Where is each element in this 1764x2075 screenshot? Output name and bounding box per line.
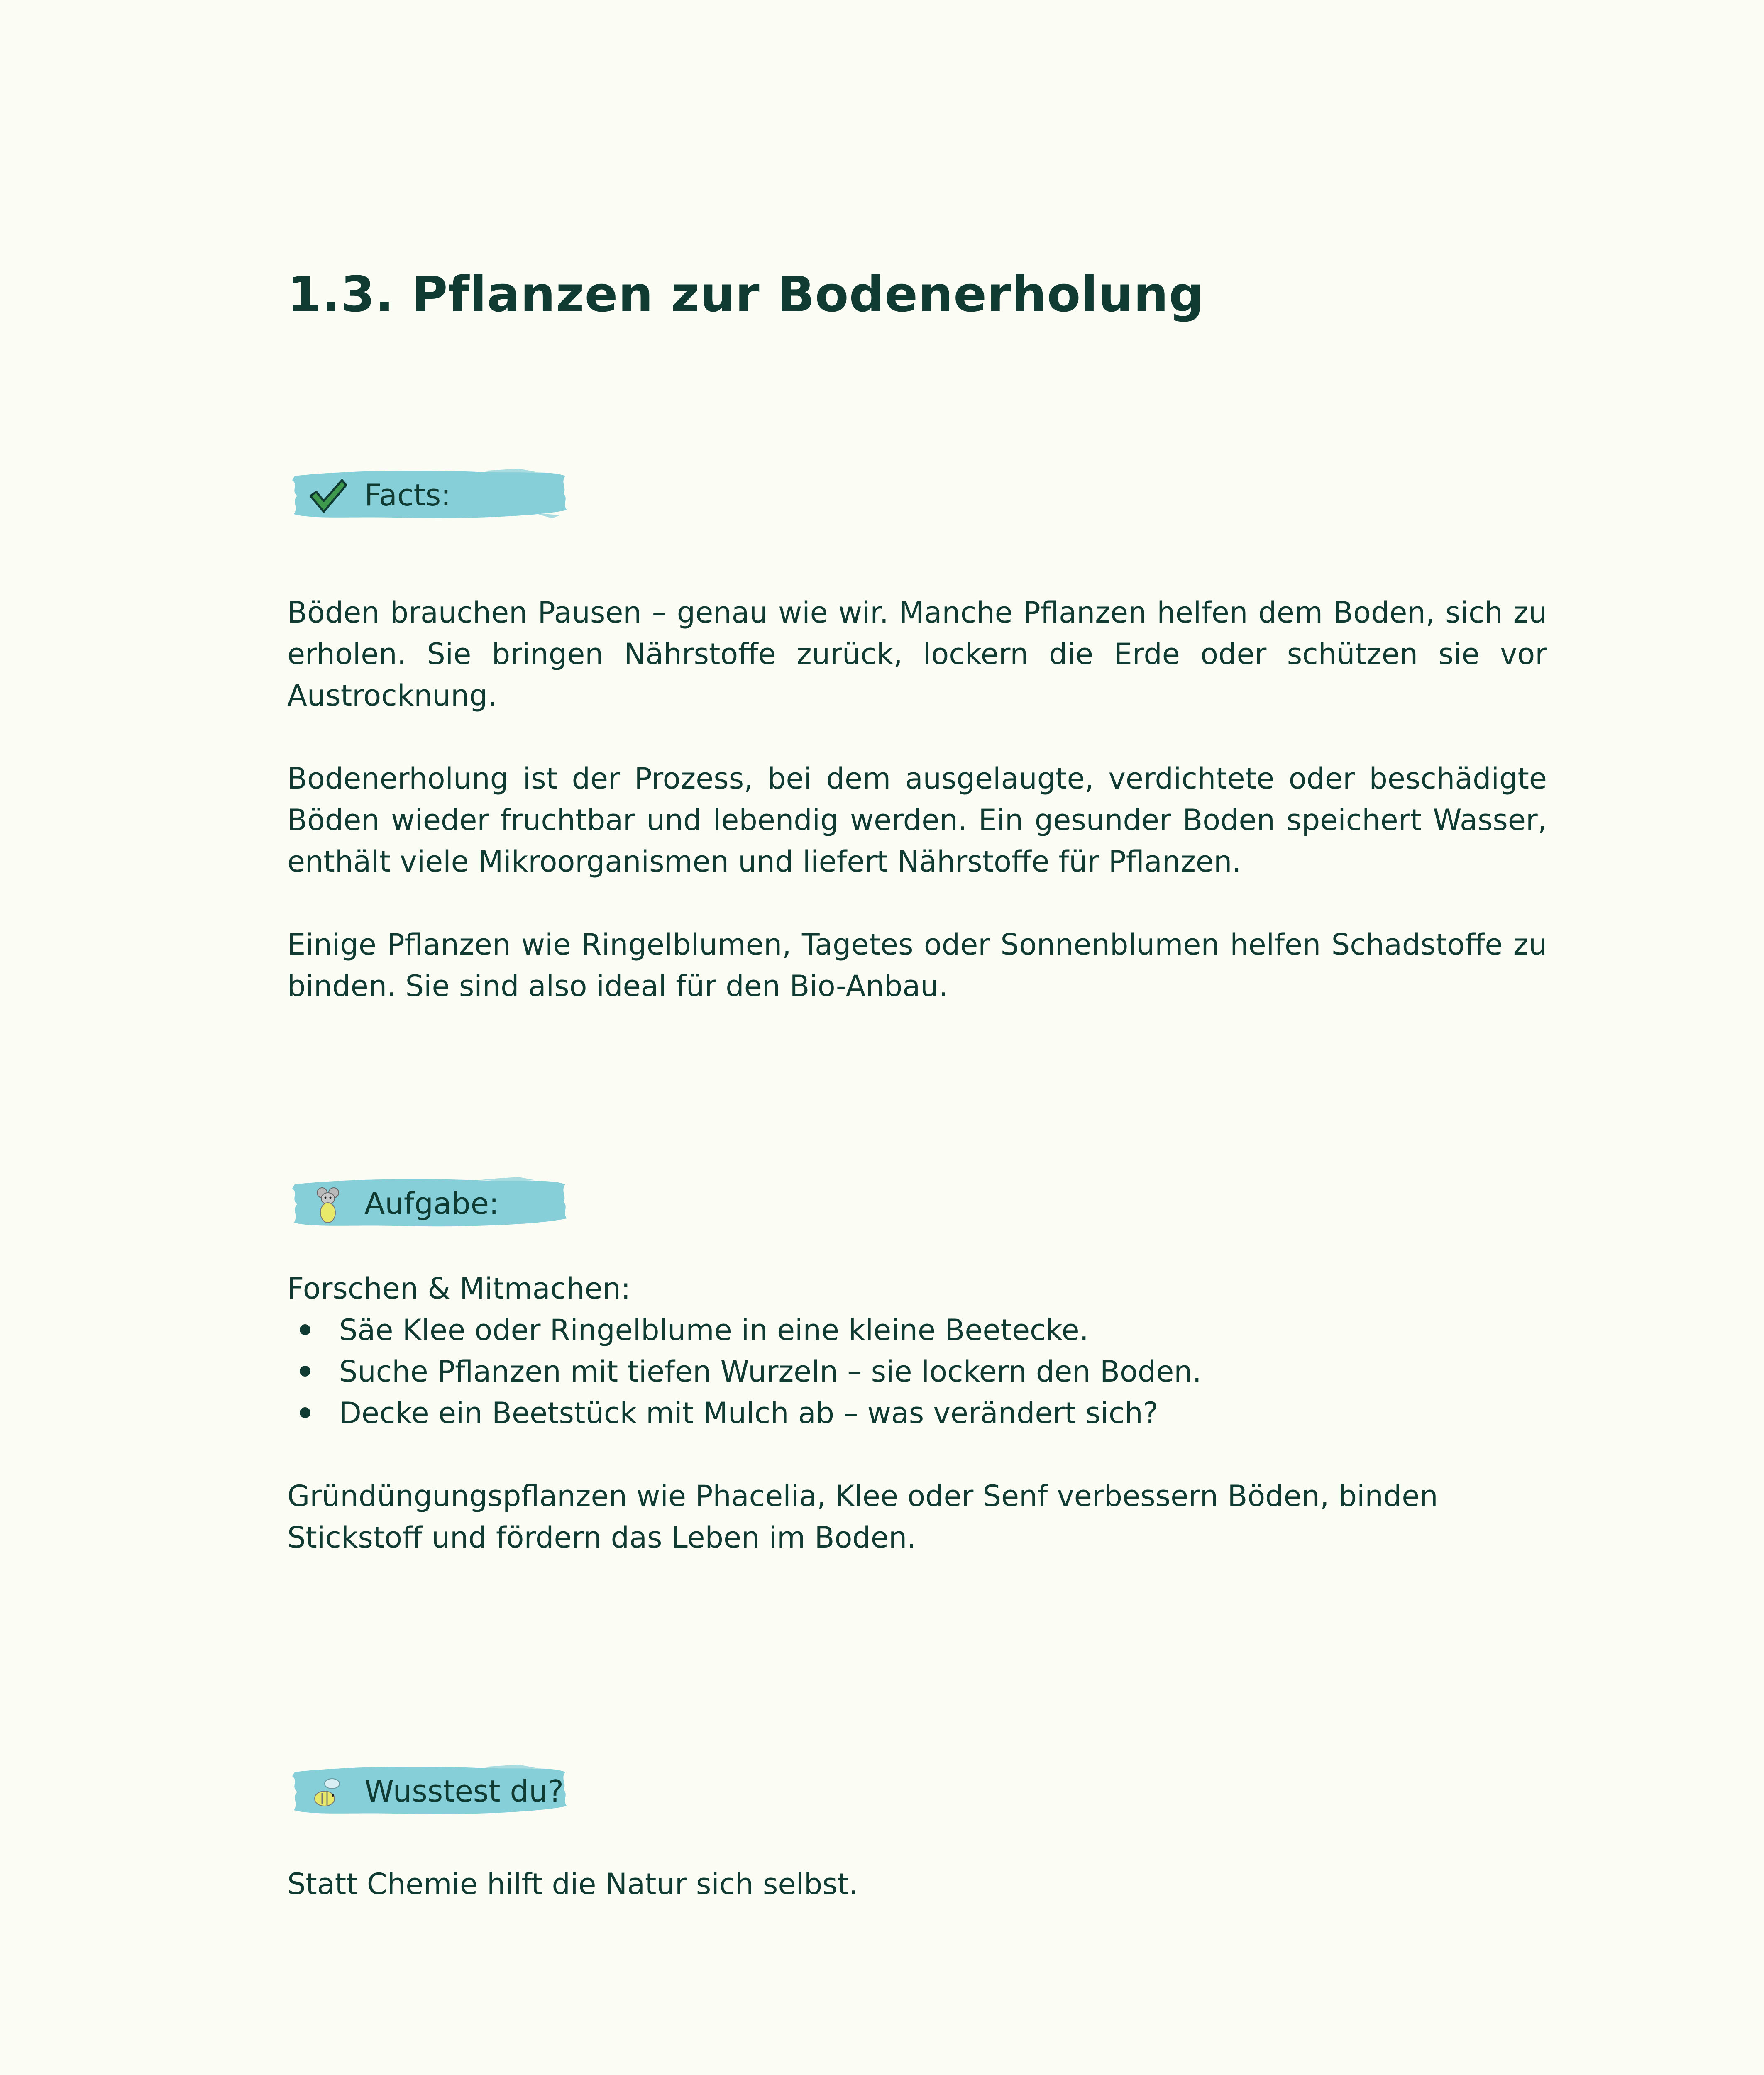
list-item [287, 1309, 1202, 1351]
task-banner [286, 1172, 573, 1234]
list-item-text: Decke ein Beetstück mit Mulch ab – was verändert sich? [339, 1396, 1158, 1430]
did-you-know-text: Statt Chemie hilft die Natur sich selbst. [287, 1867, 858, 1901]
facts-banner [286, 464, 573, 526]
checkmark-icon [307, 475, 349, 517]
did-you-know-label: Wusstest du? [364, 1774, 564, 1809]
task-note: Gründüngungspflanzen wie Phacelia, Klee oder Senf verbessern Böden, binden Stickstoff und fördern das Leben im Boden. [287, 1479, 1438, 1555]
list-item-text: Suche Pflanzen mit tiefen Wurzeln – sie lockern den Boden. [339, 1355, 1202, 1389]
bullet-icon [300, 1324, 310, 1335]
facts-paragraph: Bodenerholung ist der Prozess, bei dem ausgelaugte, verdichtete oder beschädigte Böden wieder fruchtbar und lebendig werden. Ein gesunder Boden speichert Wasser, enthält viele Mikroorganismen und liefert Nährstoffe für Pflanzen. [287, 762, 1547, 879]
facts-label: Facts: [364, 478, 451, 513]
task-bullet-list [287, 1309, 1202, 1434]
bullet-icon [300, 1407, 310, 1418]
list-item-text: Säe Klee oder Ringelblume in eine kleine Beetecke. [339, 1313, 1089, 1347]
task-intro: Forschen & Mitmachen: [287, 1272, 631, 1306]
did-you-know-banner [286, 1760, 573, 1822]
list-item [287, 1351, 1202, 1392]
mouse-icon [307, 1184, 349, 1225]
page-title: 1.3. Pflanzen zur Bodenerholung [287, 266, 1205, 323]
facts-paragraph: Böden brauchen Pausen – genau wie wir. Manche Pflanzen helfen dem Boden, sich zu erholen. Sie bringen Nährstoffe zurück, lockern die Erde oder schützen sie vor Austrocknung. [287, 596, 1547, 713]
task-label: Aufgabe: [364, 1186, 499, 1221]
bullet-icon [300, 1366, 310, 1377]
bee-icon [307, 1771, 349, 1813]
facts-paragraph: Einige Pflanzen wie Ringelblumen, Tagetes oder Sonnenblumen helfen Schadstoffe zu binden. Sie sind also ideal für den Bio-Anbau. [287, 928, 1547, 1003]
list-item [287, 1392, 1202, 1434]
